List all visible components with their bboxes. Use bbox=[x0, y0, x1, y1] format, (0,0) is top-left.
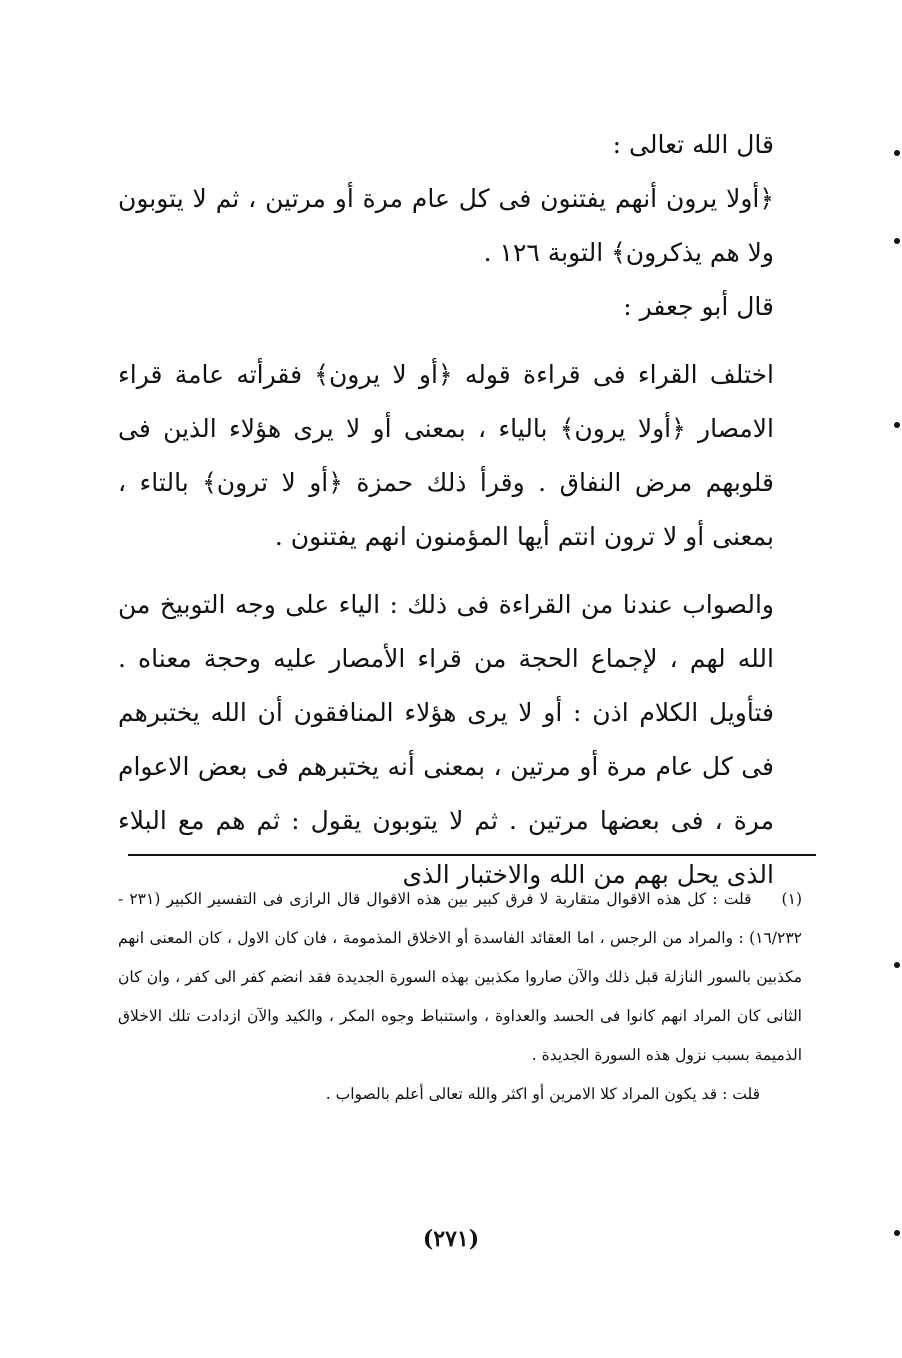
verse-intro: قال الله تعالى : bbox=[612, 130, 774, 159]
quranic-verse: ﴿أولا يرون أنهم يفتنون فى كل عام مرة أو مرتين ، ثم لا يتوبون ولا هم يذكرون﴾ التوبة ١٢٦ . bbox=[118, 184, 774, 267]
footnote-1 bbox=[118, 880, 802, 1075]
scan-mark bbox=[894, 1230, 900, 1236]
paragraph-correct-reading: والصواب عندنا من القراءة فى ذلك : الياء على وجه التوبيخ من الله لهم ، لإجماع الحجة من قراء الأمصار عليه وحجة معناه . فتأويل الكلام اذن : أو لا يرى هؤلاء المنافقون أن الله يختبرهم فى كل عام مرة أو مرتين ، بمعنى أنه يختبرهم فى بعض الاعوام مرة ، فى بعضها مرتين . ثم لا يتوبون يقول : ثم هم مع البلاء الذى يحل بهم من الله والاختبار الذى bbox=[118, 590, 774, 889]
scan-mark bbox=[894, 238, 900, 244]
main-text bbox=[118, 118, 814, 902]
footnote-separator bbox=[128, 854, 816, 856]
scan-mark bbox=[894, 962, 900, 968]
footnote-2: قلت : قد يكون المراد كلا الامرين أو اكثر والله تعالى أعلم بالصواب . bbox=[325, 1085, 760, 1103]
footnote-1-text: قلت : كل هذه الاقوال متقاربة لا فرق كبير بين هذه الاقوال قال الرازى فى التفسير الكبير (٢٣١ - ١٦/٢٣٢) : والمراد من الرجس ، اما العقائد الفاسدة أو الاخلاق المذمومة ، فان كان الاول ، كان المعنى انهم مكذبين بالسور النازلة قبل ذلك والآن صاروا مكذبين بهذه السورة الجديدة فقد انضم كفر الى كفر ، وان كان الثانى كان المراد انهم كانوا فى الحسد والعداوة ، واستنباط وجوه المكر ، والكيد والآن ازدادت تلك الاخلاق الذميمة بسبب نزول هذه السورة الجديدة . bbox=[118, 890, 802, 1064]
paragraph-readings: اختلف القراء فى قراءة قوله ﴿أو لا يرون﴾ فقرأته عامة قراء الامصار ﴿أولا يرون﴾ بالياء ، بمعنى أو لا يرى هؤلاء الذين فى قلوبهم مرض النفاق . وقرأ ذلك حمزة ﴿أو لا ترون﴾ بالتاء ، بمعنى أو لا ترون انتم أيها المؤمنون انهم يفتنون . bbox=[118, 360, 774, 551]
page-number: (٢٧١) bbox=[422, 1226, 480, 1252]
footnotes bbox=[118, 880, 802, 1114]
section-heading: قال أبو جعفر : bbox=[623, 292, 774, 321]
scan-mark bbox=[894, 422, 900, 428]
scan-mark bbox=[894, 150, 900, 156]
footnote-number: (١) bbox=[781, 890, 802, 908]
